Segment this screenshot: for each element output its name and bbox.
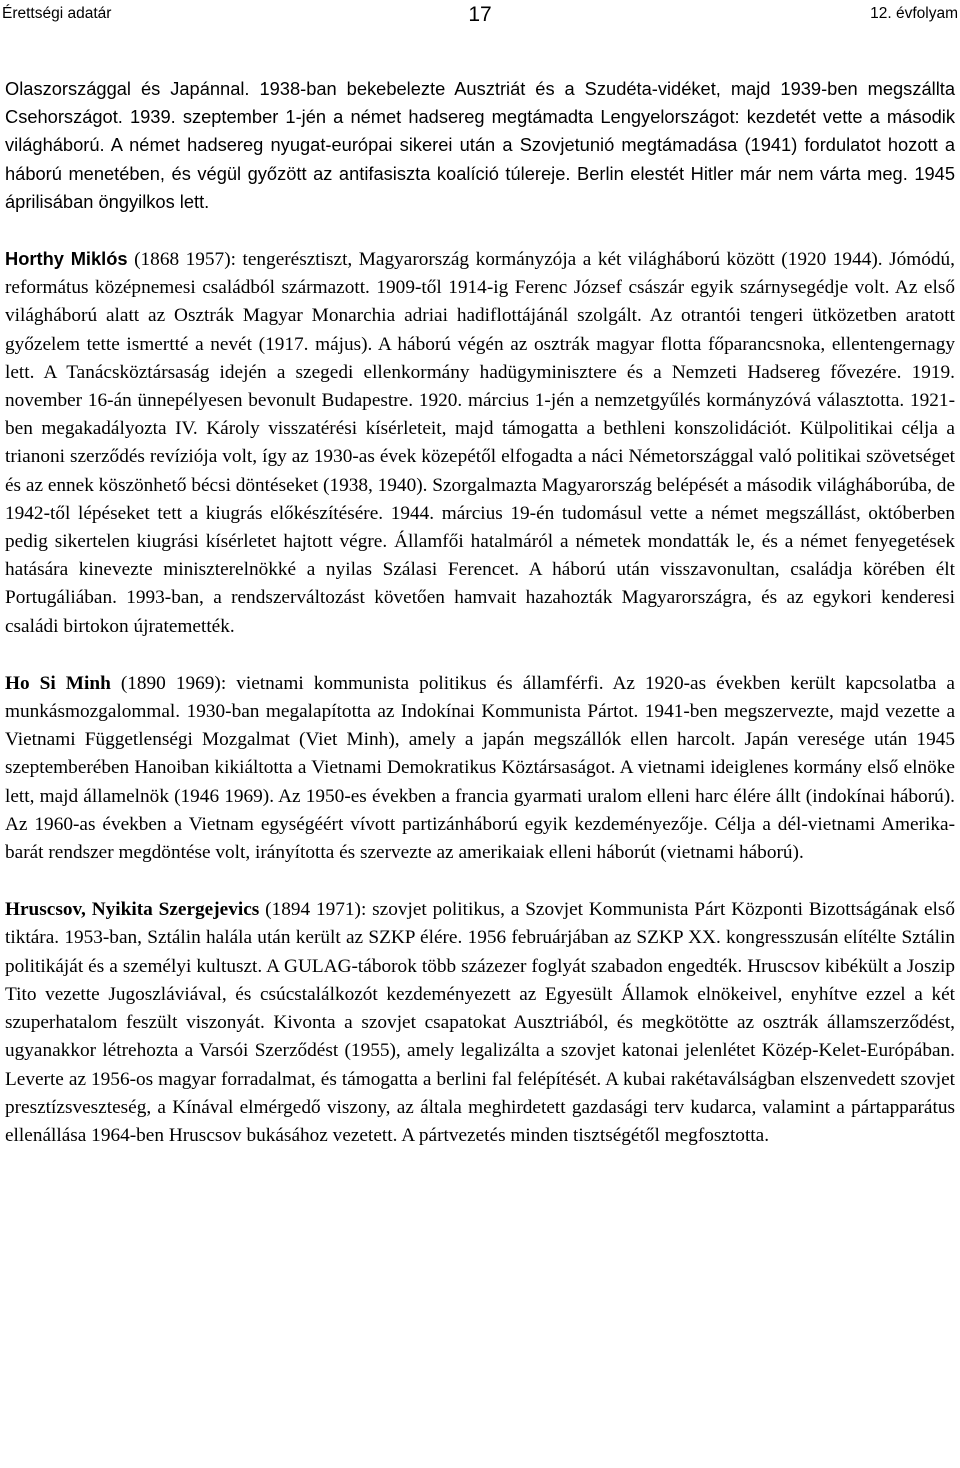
entry-horthy: [5, 245, 955, 641]
intro-paragraph: Olaszországgal és Japánnal. 1938-ban bekebelezte Ausztriát és a Szudéta-vidéket, majd 1939-ben megszállta Csehországot. 1939. szeptember 1-jén a német hadsereg megtámadta Lengyelországot: kezdetét vette a második világháború. A német hadsereg nyugat-európai sikerei után a Szovjetunió megtámadása (1941) fordulatot hozott a háború menetében, és végül győzött az antifasiszta koalíció túlereje. Berlin elestét Hitler már nem várta meg. 1945 áprilisában öngyilkos lett.: [5, 78, 955, 212]
entry-ho-si-minh: [5, 670, 955, 867]
entry-text: (1894 1971): szovjet politikus, a Szovjet Kommunista Párt Központi Bizottságának első tiktára. 1953-ban, Sztálin halála után került az SZKP élére. 1956 februárjában az SZKP XX. kongresszusán elítélte Sztálin politikáját és a személyi kultuszt. A GULAG-táborok több százezer foglyát szabadon engedték. Hruscsov kibékült a Joszip Tito vezette Jugoszláviával, és csúcstalálkozót kezdeményezett az Egyesült Államok elnökeivel, enyhítve ezzel a két szuperhatalom feszült viszonyát. Kivonta a szovjet csapatokat Ausztriából, és megkötötte az osztrák államszerződést, ugyanakkor létrehozta a Varsói Szerződést (1955), amely legalizálta a szovjet katonai jelenlétet Közép-Kelet-Európában. Leverte az 1956-os magyar forradalmat, és támogatta a berlini fal felépítését. A kubai rakétaválságban elszenvedett szovjet presztízsveszteség, a Kínával elmérgedő viszony, az általa meghirdetett gazdasági terv kudarca, valamint a pártapparátus ellenállása 1964-ben Hruscsov bukásához vezetett. A pártvezetés minden tisztségétől megfosztotta.: [5, 899, 956, 1146]
entry-name: Hruscsov, Nyikita Szergejevics: [5, 899, 260, 921]
paragraph-spacer: [5, 641, 955, 670]
entry-hruscsov: [5, 896, 955, 1150]
entry-name: Horthy Miklós: [5, 248, 128, 270]
page-header: [0, 0, 960, 40]
entry-text: (1868 1957): tengerésztiszt, Magyarország kormányzója a két világháború között (1920 1944). Jómódú, református középnemesi családból származott. 1909-től 1914-ig Ferenc József császár egyik szárnysegédje volt. Az első világháború alatt az Osztrák Magyar Monarchia adriai hadiflottájánál szolgált. Az otrantói tengeri ütközetben aratott győzelem tette ismertté a nevét (1917. május). A háború végén az osztrák magyar flotta főparancsnoka, ellentengernagy lett. A Tanácsköztársaság idején a szegedi ellenkormány hadügyminisztere és a Nemzeti Hadsereg fővezére. 1919. november 16-án ünnepélyesen bevonult Budapestre. 1920. március 1-jén a nemzetgyűlés kormányzóvá választotta. 1921-ben megakadályozta IV. Károly visszatérési kísérleteit, majd támogatta a bethleni konszolidációt. Külpolitikai célja a trianoni szerződés revíziója volt, így az 1930-as évek közepétől elfogadta a náci Németországgal való politikai szövetséget és az ennek köszönhető bécsi döntéseket (1938, 1940). Szorgalmazta Magyarország belépését a második világháborúba, de 1942-től lépéseket tett a kiugrás előkészítésére. 1944. március 19-én tudomásul vette a német megszállást, októberben pedig sikertelen kiugrási kísérletet hajtott végre. Államfői hatalmáról a németek mondatták le, és a német fenyegetések hatására kinevezte miniszterelnökké a nyilas Szálasi Ferencet. A háború után visszavonultan, családja körében élt Portugáliában. 1993-ban, a rendszerváltozást követően hamvait hazahozták Magyarországra, és az egykori kenderesi családi birtokon újratemették.: [5, 249, 955, 637]
header-left-label: Érettségi adatár: [2, 5, 112, 22]
page-number: 17: [468, 3, 492, 26]
paragraph-spacer: [5, 216, 955, 245]
header-right-label: 12. évfolyam: [870, 5, 958, 22]
entry-name: Ho Si Minh: [5, 672, 111, 694]
entry-text: (1890 1969): vietnami kommunista politikus és államférfi. Az 1920-as években került kapcsolatba a munkásmozgalommal. 1930-ban megalapította az Indokínai Kommunista Pártot. 1941-ben megszervezte, majd vezette a Vietnami Függetlenségi Mozgalmat (Viet Minh), amely a japán megszállók ellen harcolt. Japán veresége után 1945 szeptemberében Hanoiban kikiáltotta a Vietnami Demokratikus Köztársaságot. A vietnami ideiglenes kormány első elnöke lett, majd államelnök (1946 1969). Az 1950-es években a francia gyarmati uralom elleni harc élére állt (indokínai háború). Az 1960-as években a Vietnam egységéért vívott partizánháború egyik kezdeményezője. Célja a dél-vietnami Amerika-barát rendszer megdöntése volt, irányította és szervezte az amerikaiak elleni háborút (vietnami háború).: [5, 672, 955, 864]
document-body: [5, 75, 955, 1150]
paragraph-spacer: [5, 867, 955, 896]
